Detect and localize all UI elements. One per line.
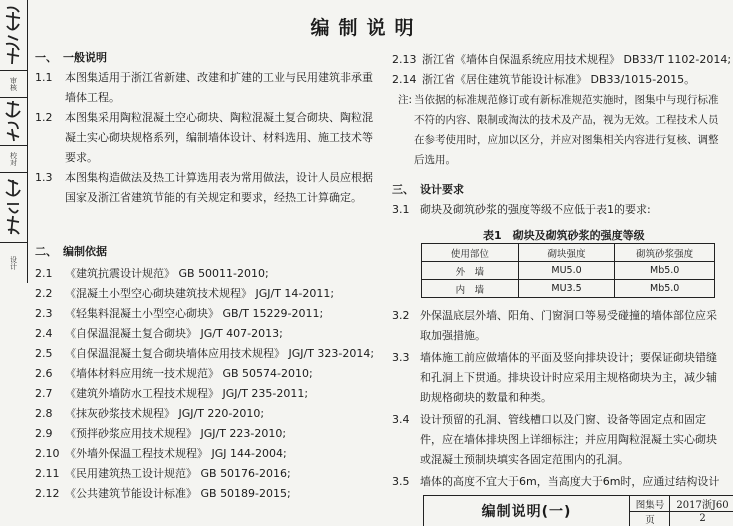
section-number: 二、	[35, 245, 57, 258]
reference-text: 《建筑外墙防水工程技术规程》 JGJ/T 235-2011;	[65, 387, 309, 400]
reference-text: 《抹灰砂浆技术规程》 JGJ/T 220-2010;	[65, 407, 265, 420]
strength-table	[421, 243, 715, 298]
section-heading	[35, 48, 380, 68]
reference-number: 2.10	[35, 447, 60, 460]
paragraph	[392, 306, 722, 346]
signature-cell	[0, 172, 27, 243]
reference-text: 《轻集料混凝土小型空心砌块》 GB/T 15229-2011;	[65, 307, 324, 320]
table-cell: 外 墙	[422, 262, 519, 280]
reference-text: 《建筑抗震设计规范》 GB 50011-2010;	[65, 267, 269, 280]
paragraph	[392, 472, 722, 492]
section-heading	[392, 180, 722, 200]
sidebar-label-cell	[0, 70, 27, 98]
table-header-cell: 使用部位	[422, 244, 519, 262]
reference-item	[35, 444, 380, 464]
approval-sidebar	[0, 0, 28, 283]
sidebar-label-cell	[0, 145, 27, 173]
reference-list	[392, 50, 732, 90]
reference-number: 2.3	[35, 307, 53, 320]
table-row	[422, 262, 715, 280]
paragraph	[392, 200, 722, 220]
reference-number: 2.2	[35, 287, 53, 300]
signature-cell	[0, 97, 27, 146]
atlas-number-value: 2017浙J60	[669, 496, 733, 512]
handwritten-signature	[2, 97, 24, 145]
reference-item	[35, 264, 380, 284]
table-cell: MU3.5	[518, 280, 615, 298]
reference-item	[35, 284, 380, 304]
reference-item	[35, 344, 380, 364]
reference-list	[35, 264, 380, 504]
reference-number: 2.7	[35, 387, 53, 400]
paragraph-text: 本图集采用陶粒混凝土空心砌块、陶粒混凝土复合砌块、陶粒混凝土实心砌块规格系列，编制墙体设计、材料选用、施工技术等要求。	[65, 111, 373, 164]
paragraph	[35, 168, 380, 228]
note-label: 注:	[398, 94, 413, 106]
sidebar-label-proofread: 校对	[9, 151, 18, 166]
table-row	[422, 280, 715, 298]
reference-number: 2.13	[392, 53, 417, 66]
paragraph-number: 1.3	[35, 171, 53, 184]
paragraph-number: 3.1	[392, 203, 410, 216]
reference-number: 2.8	[35, 407, 53, 420]
page-label: 页	[629, 511, 670, 526]
reference-item	[35, 384, 380, 404]
paragraph	[392, 348, 722, 408]
section-title: 编制依据	[63, 245, 107, 258]
table-header-cell: 砌块强度	[518, 244, 615, 262]
atlas-number-label: 图集号	[629, 496, 670, 512]
left-column	[35, 48, 380, 504]
table-cell: Mb5.0	[615, 262, 715, 280]
reference-text: 《预拌砂浆应用技术规程》 JGJ/T 223-2010;	[65, 427, 287, 440]
table-title: 表1 砌块及砌筑砂浆的强度等级	[483, 229, 645, 242]
paragraph-number: 1.2	[35, 111, 53, 124]
reference-number: 2.4	[35, 327, 53, 340]
sidebar-label-review: 审核	[9, 76, 18, 91]
reference-item	[35, 304, 380, 324]
note-paragraph	[392, 90, 722, 172]
reference-item	[35, 464, 380, 484]
paragraph-number: 1.1	[35, 71, 53, 84]
reference-number: 2.5	[35, 347, 53, 360]
reference-text: 《自保温混凝土复合砌块墙体应用技术规程》 JGJ/T 323-2014;	[65, 347, 375, 360]
paragraph	[392, 410, 722, 470]
table-cell: MU5.0	[518, 262, 615, 280]
right-column-lower	[392, 306, 722, 492]
paragraph	[35, 108, 380, 168]
section-number: 三、	[392, 183, 414, 196]
paragraph-number: 3.2	[392, 309, 410, 322]
sidebar-label-design: 设计	[9, 255, 18, 270]
table-cell: 内 墙	[422, 280, 519, 298]
table-cell: Mb5.0	[615, 280, 715, 298]
reference-number: 2.9	[35, 427, 53, 440]
reference-item	[35, 324, 380, 344]
paragraph-text: 本图集构造做法及热工计算选用表为常用做法，设计人员应根据国家及浙江省建筑节能的有关规定和要求，经热工计算确定。	[65, 171, 373, 204]
paragraph-number: 3.4	[392, 413, 410, 426]
reference-text: 浙江省《墙体自保温系统应用技术规程》 DB33/T 1102-2014;	[422, 53, 732, 66]
paragraph-text: 设计预留的孔洞、管线槽口以及门窗、设备等固定点和固定件，应在墙体排块图上详细标注；并应用陶粒混凝土实心砌块或混凝土预制块填实各固定范围内的孔洞。	[420, 413, 717, 466]
reference-text: 《墙体材料应用统一技术规范》 GB 50574-2010;	[65, 367, 313, 380]
table-header-row	[422, 244, 715, 262]
paragraph-text: 外保温底层外墙、阳角、门窗洞口等易受碰撞的墙体部位应采取加强措施。	[420, 309, 717, 342]
reference-item	[392, 70, 722, 90]
note-text: 当依据的标准规范修订或有新标准规范实施时，图集中与现行标准不符的内容、限制或淘汰的技术及产品，视为无效。工程技术人员在参考使用时，应加以区分，并应对图集相关内容进行复核、调整后选用。	[414, 94, 719, 166]
reference-item	[35, 424, 380, 444]
reference-item	[35, 364, 380, 384]
reference-text: 浙江省《居住建筑节能设计标准》 DB33/1015-2015。	[422, 73, 696, 86]
section-number: 一、	[35, 51, 57, 64]
page-title: 编制说明	[310, 17, 423, 39]
table-header-cell: 砌筑砂浆强度	[615, 244, 715, 262]
title-block	[423, 495, 733, 526]
reference-number: 2.12	[35, 487, 60, 500]
section-title: 设计要求	[420, 183, 464, 196]
right-column	[392, 14, 732, 220]
section-title: 一般说明	[63, 51, 107, 64]
reference-number: 2.6	[35, 367, 53, 380]
paragraph-number: 3.5	[392, 475, 410, 488]
sidebar-label-cell	[0, 242, 27, 283]
reference-item	[35, 404, 380, 424]
reference-text: 《自保温混凝土复合砌块》 JG/T 407-2013;	[65, 327, 283, 340]
reference-number: 2.14	[392, 73, 417, 86]
paragraph-text: 墙体的高度不宜大于6m，当高度大于6m时，应通过结构设计	[420, 475, 720, 488]
reference-number: 2.11	[35, 467, 60, 480]
reference-number: 2.1	[35, 267, 53, 280]
reference-text: 《民用建筑热工设计规范》 GB 50176-2016;	[65, 467, 291, 480]
section-heading	[35, 242, 380, 262]
reference-item	[35, 484, 380, 504]
reference-text: 《混凝土小型空心砌块建筑技术规程》 JGJ/T 14-2011;	[65, 287, 335, 300]
handwritten-signature	[2, 172, 24, 242]
paragraph-text: 本图集适用于浙江省新建、改建和扩建的工业与民用建筑非承重墙体工程。	[65, 71, 373, 104]
paragraph-text: 墙体施工前应做墙体的平面及竖向排块设计；要保证砌块错缝和孔洞上下贯通。排块设计时应采用主规格砌块为主，减少辅助规格砌块的数量和种类。	[420, 351, 717, 404]
paragraph	[35, 68, 380, 108]
title-block-name: 编制说明(一)	[481, 504, 572, 520]
reference-text: 《外墙外保温工程技术规程》 JGJ 144-2004;	[65, 447, 287, 460]
reference-text: 《公共建筑节能设计标准》 GB 50189-2015;	[65, 487, 291, 500]
paragraph-text: 砌块及砌筑砂浆的强度等级不应低于表1的要求:	[420, 203, 651, 216]
reference-item	[392, 50, 732, 70]
page-number: 2	[669, 511, 733, 526]
paragraph-number: 3.3	[392, 351, 410, 364]
